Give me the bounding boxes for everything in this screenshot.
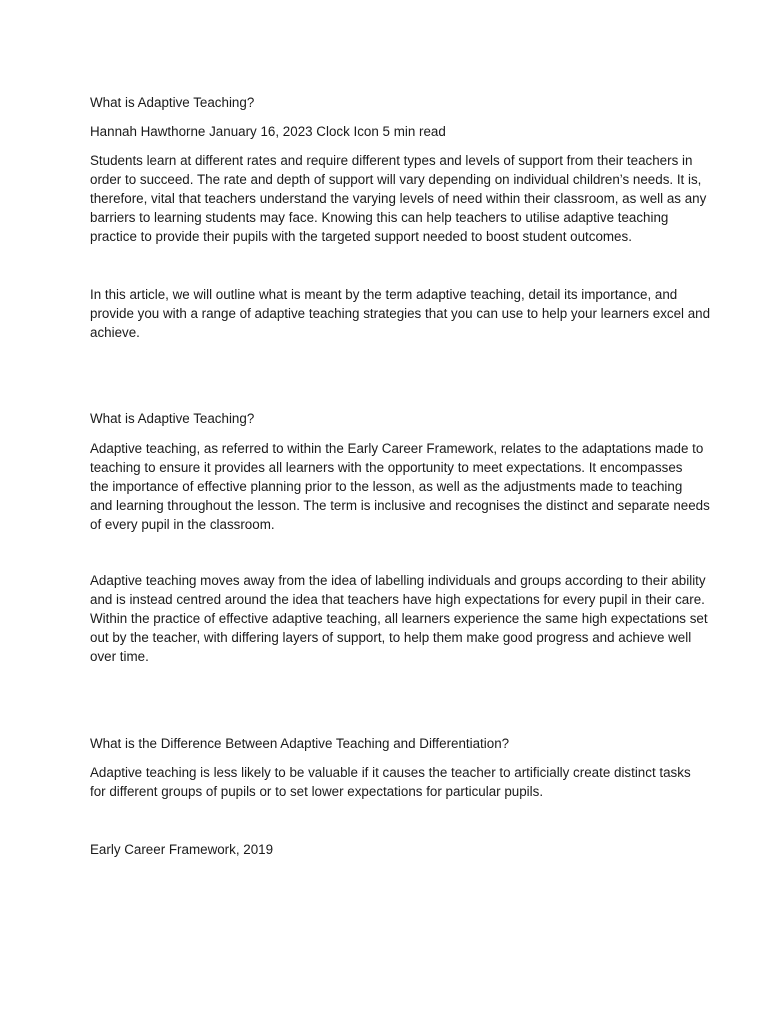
text-line: for different groups of pupils or to set lower expectations for particular pupils. [90,784,544,799]
text-line: therefore, vital that teachers understand the varying levels of need within their classroom, as well as any [90,191,707,206]
text-line: over time. [90,649,149,664]
text-line: the importance of effective planning prior to the lesson, as well as the adjustments made to teaching [90,479,683,494]
text-line: of every pupil in the classroom. [90,517,275,532]
text-line: provide you with a range of adaptive teaching strategies that you can use to help your learners excel and [90,306,711,321]
text-line: out by the teacher, with differing layers of support, to help them make good progress and achieve well [90,630,692,645]
text-line: achieve. [90,325,140,340]
text-line: and is instead centred around the idea that teachers have high expectations for every pupil in their care. [90,592,705,607]
text-line: Within the practice of effective adaptive teaching, all learners experience the same high expectations set [90,611,708,626]
text-line: In this article, we will outline what is meant by the term adaptive teaching, detail its importance, and [90,287,678,302]
byline: Hannah Hawthorne January 16, 2023 Clock Icon 5 min read [90,124,446,139]
section-heading: What is the Difference Between Adaptive Teaching and Differentiation? [90,736,510,751]
citation: Early Career Framework, 2019 [90,842,274,857]
text-line: Adaptive teaching, as referred to within the Early Career Framework, relates to the adaptations made to [90,441,704,456]
text-line: Adaptive teaching moves away from the idea of labelling individuals and groups according to their ability [90,573,706,588]
section-heading: What is Adaptive Teaching? [90,411,255,426]
text-line: Adaptive teaching is less likely to be valuable if it causes the teacher to artificially create distinct tasks [90,765,691,780]
text-line: Students learn at different rates and require different types and levels of support from their teachers in [90,153,693,168]
text-line: order to succeed. The rate and depth of support will vary depending on individual children’s needs. It is, [90,172,702,187]
text-line: and learning throughout the lesson. The term is inclusive and recognises the distinct and separate needs [90,498,710,513]
text-line: barriers to learning students may face. Knowing this can help teachers to utilise adaptive teaching [90,210,669,225]
text-line: practice to provide their pupils with the targeted support needed to boost student outcomes. [90,229,632,244]
document-title: What is Adaptive Teaching? [90,95,255,110]
text-line: teaching to ensure it provides all learners with the opportunity to meet expectations. It encompasses [90,460,683,475]
